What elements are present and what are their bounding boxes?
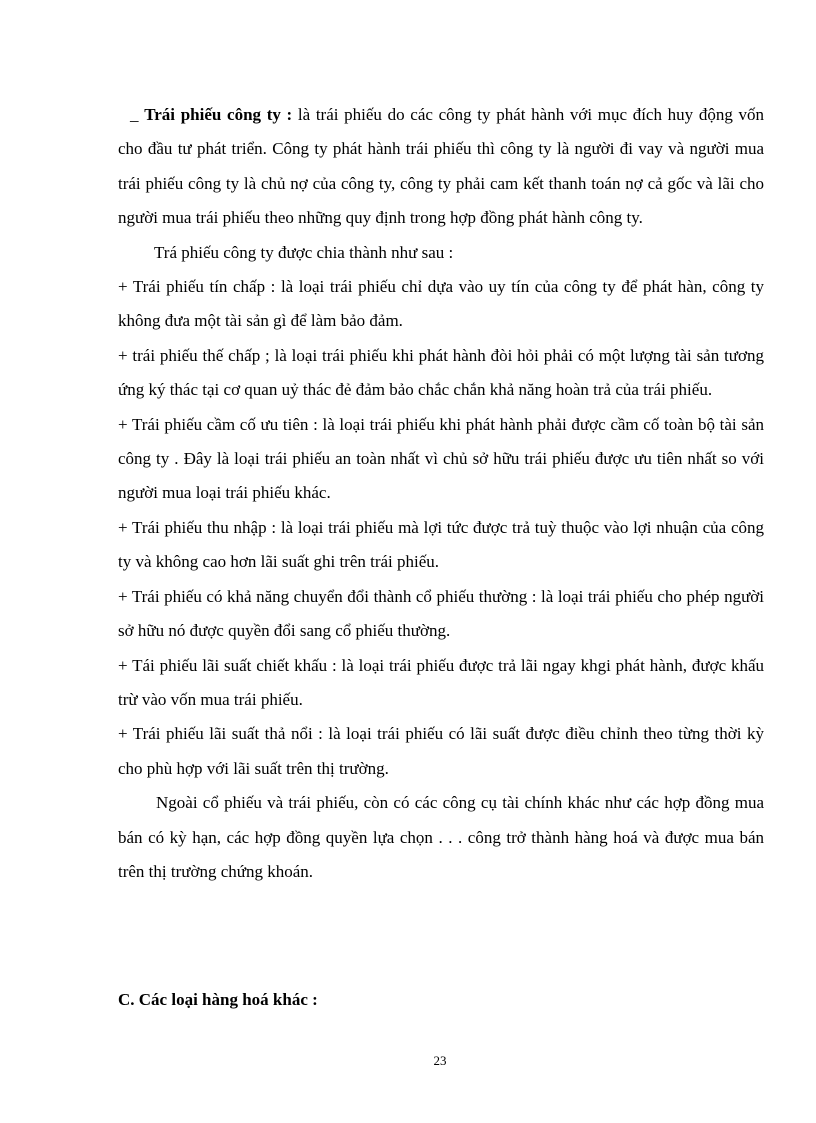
intro-term: Trái phiếu công ty : [144, 105, 293, 124]
list-item-priority-pledge: + Trái phiếu cầm cố ưu tiên : là loại trái phiếu khi phát hành phải được cầm cố toàn bộ tài sản công ty . Đây là loại trái phiếu an toàn nhất vì chủ sở hữu trái phiếu được ưu tiên nhất so với người mua loại trái phiếu khác. [118, 414, 764, 503]
subheading-paragraph: Trá phiếu công ty được chia thành như sau : [154, 242, 454, 262]
list-item-floating: + Trái phiếu lãi suất thả nổi : là loại trái phiếu có lãi suất được điều chỉnh theo từng thời kỳ cho phù hợp với lãi suất trên thị trường. [118, 724, 764, 778]
intro-lead: _ [130, 105, 145, 124]
list-item-income: + Trái phiếu thu nhập : là loại trái phiếu mà lợi tức được trả tuỳ thuộc vào lợi nhuận của công ty và không cao hơn lãi suất ghi trên trái phiếu. [118, 517, 764, 572]
intro-paragraph [118, 98, 764, 236]
section-heading: C. Các loại hàng hoá khác : [118, 990, 318, 1009]
list-item-mortgage: + trái phiếu thế chấp ; là loại trái phiếu khi phát hành đòi hỏi phải có một lượng tài sản tương ứng ký thác tại cơ quan uỷ thác đẻ đảm bảo chắc chắn khả năng hoàn trả của trái phiếu. [118, 345, 764, 400]
list-item-secured: + Trái phiếu tín chấp : là loại trái phiếu chỉ dựa vào uy tín của công ty để phát hàn, công ty không đưa một tài sản gì để làm bảo đảm. [118, 277, 764, 331]
list-item-convertible: + Trái phiếu có khả năng chuyển đổi thành cổ phiếu thường : là loại trái phiếu cho phép người sở hữu nó được quyền đổi sang cổ phiếu thường. [118, 586, 764, 641]
list-item-discount: + Tái phiếu lãi suất chiết khấu : là loại trái phiếu được trả lãi ngay khgi phát hành, được khấu trừ vào vốn mua trái phiếu. [118, 655, 764, 709]
page-number: 23 [433, 1053, 447, 1068]
intro-text: là trái phiếu do các công ty phát hành với mục đích huy động vốn cho đầu tư phát triển. Công ty phát hành trái phiếu thì công ty là người đi vay và người mua trái phiếu công ty là chủ nợ của công ty, công ty phải cam kết thanh toán nợ cả gốc và lãi cho người mua trái phiếu theo những quy định trong hợp đồng phát hành công ty. [118, 105, 764, 228]
outro-paragraph: Ngoài cổ phiếu và trái phiếu, còn có các công cụ tài chính khác như các hợp đồng mua bán có kỳ hạn, các hợp đồng quyền lựa chọn . . . công trở thành hàng hoá và được mua bán trên thị trường chứng khoán. [118, 793, 764, 881]
body-text [118, 98, 764, 889]
